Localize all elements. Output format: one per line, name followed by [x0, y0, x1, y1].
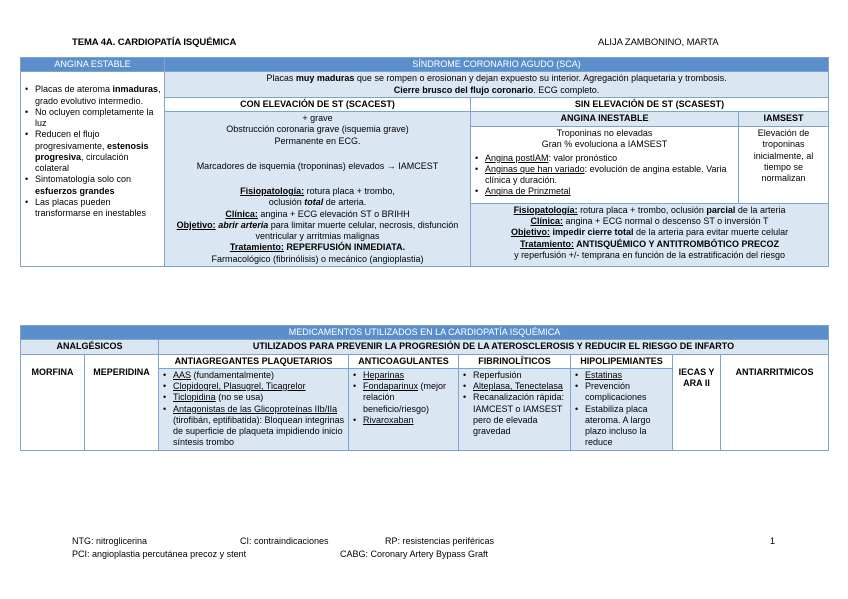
medications-table [20, 325, 829, 451]
stable-angina-cell [21, 72, 165, 267]
antiarrhythmic-cell: ANTIARRITMICOS [721, 354, 829, 450]
medications-header: MEDICAMENTOS UTILIZADOS EN LA CARDIOPATÍA ISQUÉMICA [21, 326, 829, 340]
list-item: • Las placas pueden transformarse en inestables [24, 197, 161, 220]
list-item: • Rivaroxaban [352, 415, 455, 426]
scasest-details: Fisiopatología: rotura placa + trombo, oclusión parcial de la arteria Clínica: angina + ECG normal o descenso ST o inversión T Objetivo: impedir cierre total de la arteria para evitar muerte celular Tratamiento: ANTISQUÉMICO Y ANTITROMBÓTICO PRECOZ y reperfusión +/- temprana en función de la estratificación del riesgo [471, 203, 829, 266]
footer-pci: PCI: angioplastia percutánea precoz y stent [72, 549, 247, 559]
list-item: • Reperfusión [462, 370, 567, 381]
stable-angina-header: ANGINA ESTABLE [21, 58, 165, 72]
lipid-lowering-cell [571, 368, 673, 450]
list-item: • Angina postIAM: valor pronóstico [474, 153, 735, 164]
footer-cabg: CABG: Coronary Artery Bypass Graft [340, 549, 489, 559]
unstable-angina-list [474, 153, 735, 198]
morphine-cell: MORFINA [21, 354, 85, 450]
iamsest-cell: Elevación de troponinas inicialmente, al tiempo se normalizan [739, 127, 829, 204]
antiplatelet-header: ANTIAGREGANTES PLAQUETARIOS [159, 354, 349, 368]
fibrinolytic-header: FIBRINOLÍTICOS [459, 354, 571, 368]
list-item: • Anginas que han variado: evolución de angina estable. Varia clínica y duración. [474, 164, 735, 187]
stable-angina-list [24, 84, 161, 219]
scacest-header: CON ELEVACIÓN DE ST (SCACEST) [165, 97, 471, 111]
list-item: • Estabiliza placa ateroma. A largo plazo incluso la reduce [574, 404, 669, 449]
sca-intro: Placas muy maduras que se rompen o erosionan y dejan expuesto su interior. Agregación plaquetaria y trombosis. Cierre brusco del flujo coronario. ECG completo. [165, 72, 829, 98]
footer-ci: CI: contraindicaciones [240, 536, 329, 546]
anticoagulant-list [352, 370, 455, 426]
meperidine-cell: MEPERIDINA [85, 354, 159, 450]
list-item: • Alteplasa, Tenectelasa [462, 381, 567, 392]
list-item: • Placas de ateroma inmaduras, grado evolutivo intermedio. [24, 84, 161, 107]
author-name: ALIJA ZAMBONINO, MARTA [598, 37, 719, 48]
iamsest-header: IAMSEST [739, 112, 829, 127]
footer-rp: RP: resistencias periféricas [385, 536, 495, 546]
list-item: • Antagonistas de las Glicoproteínas IIb/IIa (tirofibán, eptifibatida): Bloquean integrinas de superficie de plaqueta impidiendo inicio síntesis trombo [162, 404, 345, 449]
list-item: • Ticlopidina (no se usa) [162, 392, 345, 403]
lipid-lowering-header: HIPOLIPEMIANTES [571, 354, 673, 368]
topic-title: TEMA 4A. CARDIOPATÍA ISQUÉMICA [72, 37, 237, 48]
list-item: • Heparinas [352, 370, 455, 381]
unstable-angina-cell: Troponinas no elevadas Gran % evoluciona a IAMSEST • Angina postIAM: valor pronóstico • Anginas que han variado: evolución de angina estable. Varia clínica y duración. • Angina de Prinzmetal [471, 127, 739, 204]
fibrinolytic-cell [459, 368, 571, 450]
list-item: • Clopidogrel, Plasugrel, Ticagrelor [162, 381, 345, 392]
unstable-angina-header: ANGINA INESTABLE [471, 112, 739, 127]
list-item: • Estatinas [574, 370, 669, 381]
analgesics-header: ANALGÉSICOS [21, 340, 159, 354]
list-item: • Prevención complicaciones [574, 381, 669, 404]
scasest-header: SIN ELEVACIÓN DE ST (SCASEST) [471, 97, 829, 111]
scacest-cell: + grave Obstrucción coronaria grave (isquemia grave) Permanente en ECG. Marcadores de isquemia (troponinas) elevados → IAMCEST Fisiopatología: rotura placa + trombo, oclusión total de arteria. Clínica: angina + ECG elevación ST o BRIHH Objetivo: abrir arteria para limitar muerte celular, necrosis, disfunción ventricular y arritmias malignas Tratamiento: REPERFUSIÓN INMEDIATA. Farmacológico (fibrinólisis) o mecánico (angioplastia) [165, 112, 471, 267]
antiplatelet-list [162, 370, 345, 449]
list-item: • No ocluyen completamente la luz [24, 107, 161, 130]
footer-ntg: NTG: nitroglicerina [72, 536, 148, 546]
iecas-cell: IECAS Y ARA II [673, 354, 721, 450]
antiplatelet-cell [159, 368, 349, 450]
list-item: • Recanalización rápida: IAMCEST o IAMSEST pero de elevada gravedad [462, 392, 567, 437]
list-item: • AAS (fundamentalmente) [162, 370, 345, 381]
list-item: • Sintomatología solo con esfuerzos grandes [24, 174, 161, 197]
list-item: • Angina de Prinzmetal [474, 186, 735, 197]
sca-table [20, 57, 829, 267]
list-item: • Reducen el flujo progresivamente, estenosis progresiva, circulación colateral [24, 129, 161, 174]
page-number: 1 [770, 536, 776, 546]
prevention-header: UTILIZADOS PARA PREVENIR LA PROGRESIÓN DE LA ATEROSCLEROSIS Y REDUCIR EL RIESGO DE INFARTO [159, 340, 829, 354]
fibrinolytic-list [462, 370, 567, 438]
list-item: • Fondaparinux (mejor relación beneficio/riesgo) [352, 381, 455, 415]
sca-header: SÍNDROME CORONARIO AGUDO (SCA) [165, 58, 829, 72]
lipid-lowering-list [574, 370, 669, 449]
anticoagulant-header: ANTICOAGULANTES [349, 354, 459, 368]
anticoagulant-cell [349, 368, 459, 450]
